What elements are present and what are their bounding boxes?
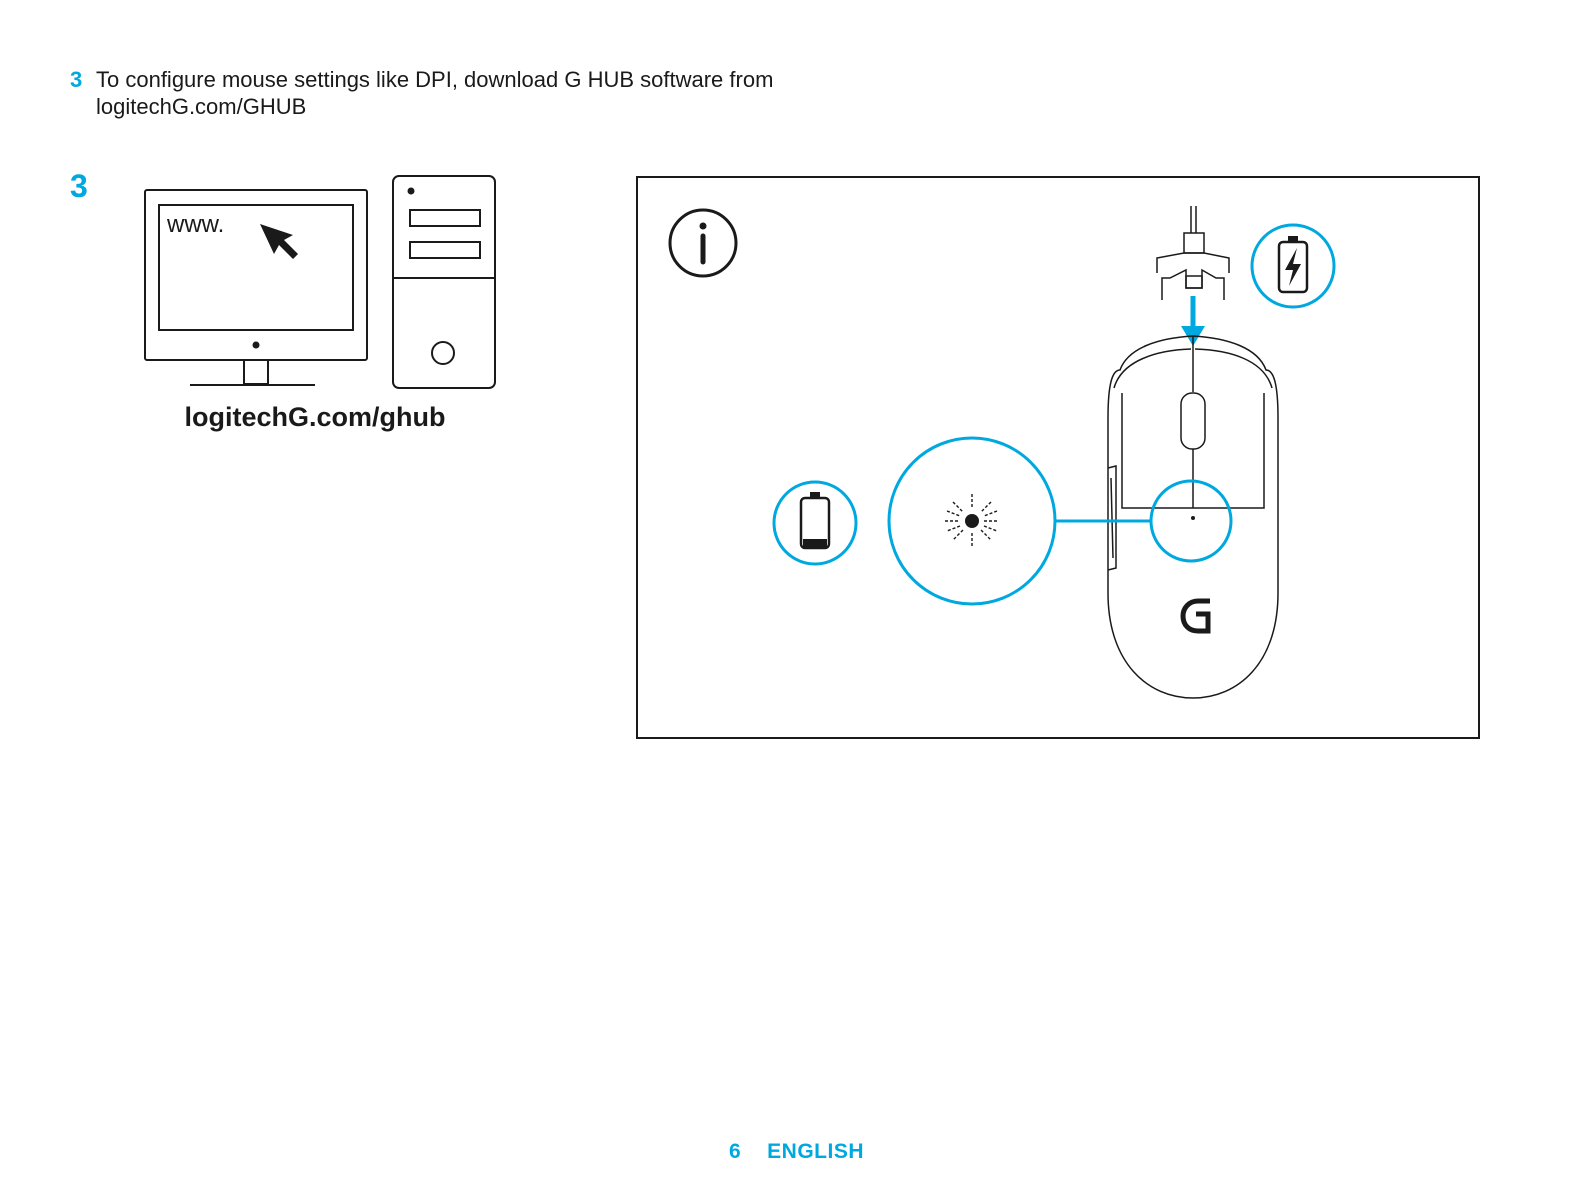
battery-low-icon [774, 482, 856, 564]
monitor-stand [244, 360, 268, 384]
figure-step-number: 3 [70, 168, 88, 204]
status-led-icon [889, 438, 1055, 604]
logitech-g-logo [1183, 601, 1210, 631]
instruction-line-1: To configure mouse settings like DPI, download G HUB software from [96, 67, 774, 92]
battery-charging-icon [1252, 225, 1334, 307]
info-panel [636, 176, 1480, 739]
led-highlight-ring [1151, 481, 1231, 561]
tower-case [393, 176, 495, 388]
url-label: logitechG.com/ghub [184, 402, 446, 432]
instruction-number: 3 [70, 67, 83, 92]
tower-power-button [432, 342, 454, 364]
drive-bay-bottom [410, 242, 480, 258]
instruction-step [70, 66, 970, 120]
language-label: ENGLISH [767, 1140, 865, 1163]
page-number: 6 [728, 1140, 742, 1163]
drive-bay-top [410, 210, 480, 226]
monitor-power-led [253, 342, 260, 349]
cursor-icon [260, 224, 298, 259]
usb-cable-icon [1157, 206, 1229, 300]
tower-led [408, 188, 415, 195]
page-footer [0, 1140, 1593, 1164]
info-icon [670, 210, 736, 276]
screen-www-text: www. [167, 211, 225, 238]
instruction-text [96, 66, 970, 120]
computer-illustration [130, 160, 510, 400]
instruction-line-2: logitechG.com/GHUB [96, 94, 307, 119]
